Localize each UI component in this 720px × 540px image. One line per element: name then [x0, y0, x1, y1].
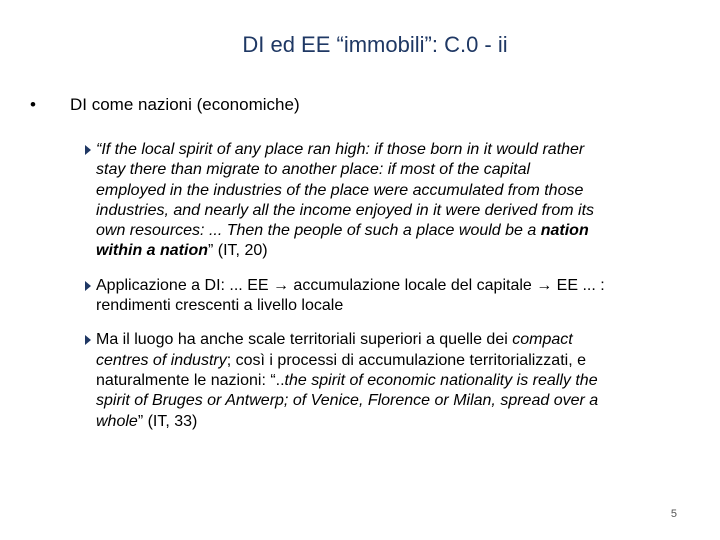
slide-title — [0, 30, 720, 60]
text-run: employed in the industries of the place were accumulated from those — [96, 181, 584, 199]
sub-bullet-line — [96, 181, 695, 201]
text-run: ” (IT, 20) — [208, 242, 268, 260]
text-run: own resources: ... Then the people of such a place would be a — [96, 222, 541, 240]
sub-bullet-line — [96, 241, 695, 261]
sub-bullet-item — [85, 276, 695, 317]
sub-bullet-line — [96, 140, 695, 160]
sub-bullet-line — [96, 391, 695, 411]
text-run: within a nation — [96, 242, 208, 260]
main-bullet-text: DI come nazioni (economiche) — [70, 95, 300, 114]
triangle-arrow-icon — [85, 145, 91, 155]
text-run: Applicazione a DI: ... EE → accumulazione locale del capitale → EE ... : — [96, 276, 605, 294]
text-run: compact — [512, 331, 573, 349]
slide-title-text: DI ed EE “immobili”: C.0 - ii — [242, 32, 508, 57]
page-number: 5 — [670, 508, 677, 520]
sub-bullet-line — [96, 351, 695, 371]
main-bullet — [30, 94, 690, 116]
text-run: “If the local spirit of any place ran high: if those born in it would rather — [96, 141, 585, 158]
sub-bullet-line — [96, 330, 695, 350]
text-run: stay there than migrate to another place: if most of the capital — [96, 161, 531, 179]
text-run: industries, and nearly all the income enjoyed in it were derived from its — [96, 201, 595, 219]
text-run: ” (IT, 33) — [137, 412, 198, 430]
text-run: spirit of Bruges or Antwerp; of Venice, Florence or Milan, spread over a — [96, 392, 599, 410]
triangle-arrow-icon — [85, 281, 91, 291]
text-run: rendimenti crescenti a livello locale — [96, 297, 344, 315]
sub-bullet-line — [96, 296, 695, 316]
triangle-arrow-icon — [85, 335, 91, 345]
text-run: Ma il luogo ha anche scale territoriali superiori a quelle dei — [96, 331, 513, 349]
text-run: nation — [540, 222, 589, 240]
text-run: whole — [96, 412, 138, 430]
sub-bullet-line — [96, 201, 695, 221]
bullet-dot-icon: • — [30, 95, 36, 114]
sub-bullet-line — [96, 160, 695, 180]
sub-bullet-list — [85, 140, 695, 446]
text-run: ; così i processi di accumulazione territorializzati, e — [226, 351, 586, 369]
text-run: naturalmente le nazioni: “.. — [96, 371, 285, 389]
text-run: centres of industry — [96, 351, 227, 369]
sub-bullet-line — [96, 371, 695, 391]
sub-bullet-line — [96, 276, 695, 296]
text-run: the spirit of economic nationality is really the — [284, 371, 598, 389]
sub-bullet-line — [96, 412, 695, 432]
sub-bullet-item — [85, 140, 695, 262]
sub-bullet-line — [96, 221, 695, 241]
sub-bullet-item — [85, 330, 695, 431]
